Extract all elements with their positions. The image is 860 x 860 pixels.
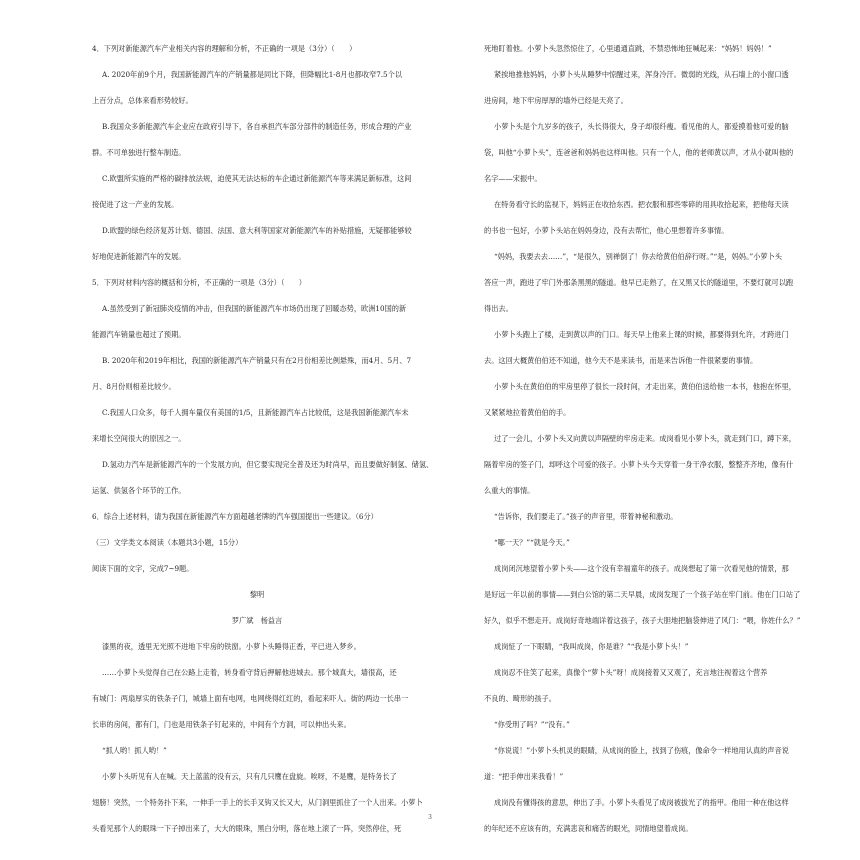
story-line: 得出去。 [484,304,513,313]
story-paragraph: 成岗没有懂得孩的意思，伸出了手。小萝卜头看见了成岗被拔光了的指甲。他用一种在他这样 [494,798,789,807]
right-column [484,36,801,842]
story-line: 么重大的事情。 [484,486,535,495]
story-paragraph: 成岗闭沉地望着小萝卜头——这个没有幸福童年的孩子。成岗想起了第一次看见他的情景，那 [494,564,789,573]
question-5-stem: 5．下列对材料内容的概括和分析，不正确的一项是（3分）（ ） [92,278,306,287]
option-5a-line-2: 能源汽车销量也超过了预期。 [92,330,186,339]
option-5d-line-1: D.氢动力汽车是新能源汽车的一个发展方向，但它要实现完全普及还为时尚早，而且要做好制氢、储氢、 [102,460,434,469]
story-paragraph: 小萝卜头跑上了楼，走到黄以声的门口。每天早上他来上课的时候，都要得到允许，才跨进门 [494,330,789,339]
left-column [92,36,434,842]
story-paragraph: “哪一天？”“就是今天。” [494,538,570,547]
story-paragraph: 成岗怔了一下眼睛，“我叫成岗，你是谁？”“我是小萝卜头！” [494,642,689,651]
story-title: 黎明 [249,590,265,599]
story-paragraph: 成岗忍不住笑了起来，真像个“萝卜头”呀！成岗接着又又观了，充言地注视着这个营养 [494,668,768,677]
story-line: 不良的、畸形的孩子。 [484,694,556,703]
story-line: 进房间，地下牢房厚厚的墙外已经是天亮了。 [484,96,628,105]
story-line: 的书也一包好，小萝卜头站在妈妈身边，没有去帮忙，他心里想着许多事情。 [484,226,729,235]
story-line: 袋，叫他“小萝卜头”，连爸爸和妈妈也这样叫他。只有一个人，他的老师黄以声，才从小就叫他的 [484,148,794,157]
story-paragraph: 紧挨地推他妈妈，小萝卜头从睡梦中惊醒过来，浑身冷汗。微弱的光线，从石墙上的小窗口透 [494,70,789,79]
option-4d-line-2: 好地促进新能源汽车的发展。 [92,252,186,261]
option-4b-line-2: 群。不可单独进行整车制造。 [92,148,186,157]
story-line: 头看见那个人的眼珠一下子掉出来了，大大的眼珠，黑白分明，落在地上滚了一阵，突然停住，死 [92,824,402,833]
story-paragraph: “你说谎！”小萝卜头机灵的眼睛，从成岗的脸上，找到了伤痕，像命令一样地用认真的声音说 [494,746,789,755]
story-line: 隔着牢房的签子门，却呼这个可爱的孩子。小萝卜头今天穿着一身干净衣服，整整齐齐地，像有什 [484,460,794,469]
story-line: 去。这回大概黄伯伯还不知道，他今天不是来读书，而是来告诉他一件很紧要的事情。 [484,356,758,365]
story-line: 的年纪还不应该有的，充满悲哀和痛苦的眼光，同情地望着成岗。 [484,824,693,833]
story-paragraph: 小萝卜头是个九岁多的孩子，头长得很大，身子却很纤瘦。看见他的人，都爱摸着他可爱的脑 [494,122,789,131]
option-5c-line-2: 来增长空间很大的原因之一。 [92,434,186,443]
story-line: 翅膀！突然，一个特务扑下来，一伸手一手上的长手叉钩又长又大，从门洞里抓住了一个人出来。小萝卜 [92,798,423,807]
story-paragraph: 漆黑的夜，透里无光照不进地下牢房的铁窗。小萝卜头睡得正香，平已进入梦乡。 [102,642,361,651]
story-line: 答应一声，跑进了牢门外那条黑黑的隧道。他早已走熟了，在又黑又长的隧道里，不要灯就可以跑 [484,278,794,287]
question-6-stem: 6．综合上述材料，请为我国在新能源汽车方面超越老牌的汽车强国提出一些建议。（6分） [92,512,378,521]
option-4a-line-1: A. 2020年前9个月，我国新能源汽车的产销量都是同比下降，但降幅比1-8月也都收窄7.5个以 [102,70,403,79]
story-paragraph: “抓人哟！抓人哟！” [102,746,167,755]
story-paragraph: “告诉你，我们要走了。”孩子的声音里，带着神秘和激动。 [494,512,678,521]
reading-instruction: 阅读下面的文字，完成7~9题。 [92,564,194,573]
option-5b-line-2: 月、8月份则相差比较少。 [92,382,176,391]
section-heading: （三）文学类文本阅读（本题共3小题，15分） [92,538,243,547]
story-paragraph: “妈妈，我要去去……”，“是很久，别禅倒了！你去给黄伯伯辞行呀。”“是，妈妈。”小萝卜头 [494,252,782,261]
question-4-stem: 4．下列对新能源汽车产业相关内容的理解和分析，不正确的一项是（3分）（ ） [92,44,357,53]
story-authors: 罗广斌 杨益言 [231,616,283,625]
story-line: 道：“把手伸出来我看！” [484,772,564,781]
page-number: 3 [428,814,432,821]
story-paragraph: ……小萝卜头觉得自己在公路上走着，转身看守背后押解他进城去。那个城真大，墙很高，还 [102,668,397,677]
story-paragraph: 小萝卜头在黄伯伯的牢房里停了很长一段时间，才走出来，黄伯伯送给他一本书，他抱在怀里， [494,382,796,391]
option-5a-line-1: A.虽然受到了新冠肺炎疫情的冲击，但我国的新能源汽车市场仍出现了回暖态势，欧洲10国的新 [102,304,407,313]
story-paragraph: 小萝卜头听见有人在喊。天上蓝蓝的没有云，只有几只鹰在盘旋。唉呀，不是鹰，是特务长了 [102,772,397,781]
story-line: 长串的房间，都有门，门也是用铁条子钉起来的，中间有个方洞，可以伸出头来。 [92,720,351,729]
option-4b-line-1: B.我国众多新能源汽车企业应在政府引导下，各自承担汽车部分部件的制造任务，形成合理的产业 [102,122,412,131]
option-5d-line-2: 运氢、供氢各个环节的工作。 [92,486,186,495]
option-5c-line-1: C.我国人口众多，每千人拥车量仅有美国的1/5，且新能源汽车占比较低，这是我国新能源汽车未 [102,408,409,417]
story-line: 有城门：两扇厚实的铁条子门，城墙上面有电网，电网绕得红红的，看起来吓人。街的两边一长串一 [92,694,409,703]
option-4c-line-1: C.欧盟所实施的严格的碳排放法规，迫使其无法达标的车企通过新能源汽车等来满足新标准，这间 [102,174,412,183]
story-line: 名字——宋振中。 [484,174,542,183]
story-line: 是好远一年以前的事情——到白公馆的第二天早晨，成岗发现了一个孩子站在牢门前。他在门口站了 [484,590,801,599]
option-5b-line-1: B. 2020年和2019年相比，我国的新能源汽车产销量只有在2月份相差比例悬殊，而4月、5月、7 [102,356,412,365]
story-paragraph: “你受刑了吗？”“没有。” [494,720,570,729]
story-line: 又紧紧地拉着黄伯伯的手。 [484,408,571,417]
story-paragraph: 过了一会儿，小萝卜头又向黄以声隔壁的牢房走来。成岗看见小萝卜头，就走到门口，蹲下来， [494,434,796,443]
option-4c-line-2: 接促进了这一产业的发展。 [92,200,179,209]
option-4a-line-2: 上百分点，总体来看形势较好。 [92,96,193,105]
option-4d-line-1: D.欧盟的绿色经济复苏计划、德国、法国、意大利等国家对新能源汽车的补贴措施，无疑都能够较 [102,226,412,235]
story-line: 死地盯着他。小萝卜头忽然惊住了，心里通通直跳，不禁恐怖地狂喊起来：“妈妈！妈妈！” [484,44,772,53]
story-line: 好久，似乎不想走开。成岗好奇地端详着这孩子，孩子大胆地把脑袋伸进了风门：“喂，你姓什么？” [484,616,801,625]
story-paragraph: 在特务看守长的监视下，妈妈正在收拾东西。把衣服和那些零碎的用具收拾起来，把他每天读 [494,200,789,209]
